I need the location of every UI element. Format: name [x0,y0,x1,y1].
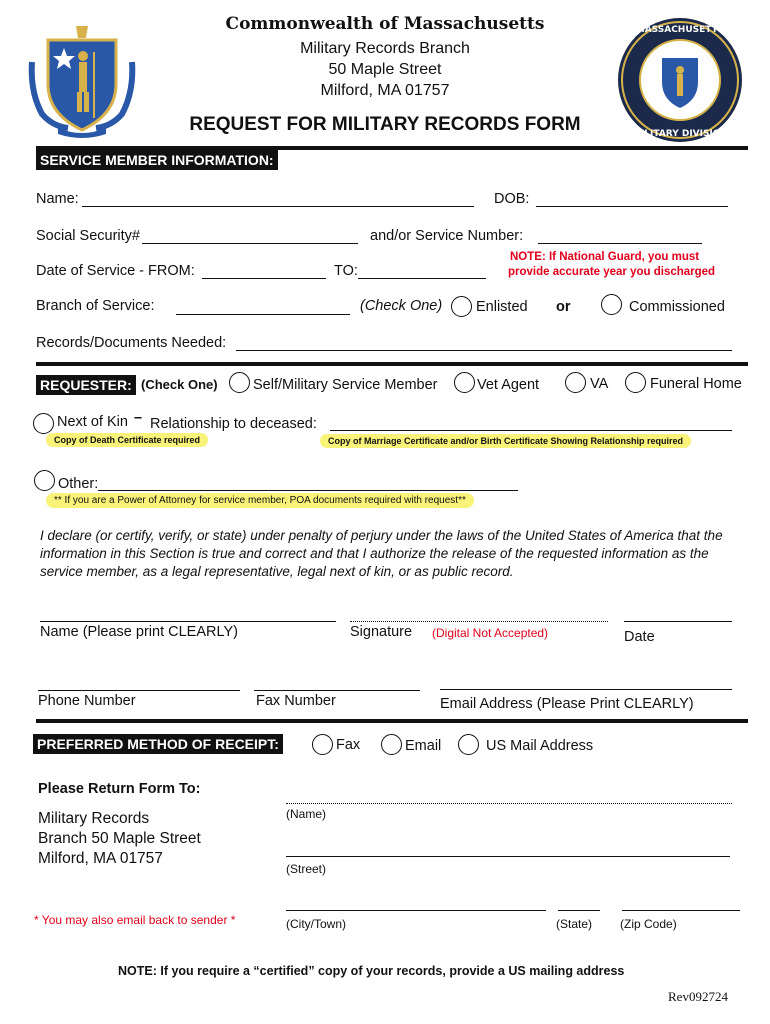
enlisted-label: Enlisted [476,299,528,315]
svg-text:MASSACHUSETTS: MASSACHUSETTS [635,25,725,35]
name-field[interactable] [82,206,474,207]
fax-label: Fax Number [256,693,336,709]
relationship-label: Relationship to deceased: [150,416,317,432]
dob-label: DOB: [494,191,530,207]
commissioned-label: Commissioned [629,299,725,315]
state-name: Commonwealth of Massachusetts [225,14,545,34]
va-radio[interactable] [565,372,586,393]
date-field[interactable] [624,621,732,622]
commissioned-radio[interactable] [601,294,622,315]
return-name-label: (Name) [286,807,327,821]
marriage-certificate-note: Copy of Marriage Certificate and/or Birth Certificate Showing Relationship required [320,434,691,448]
office-street: 50 Maple Street [328,61,442,78]
date-from-field[interactable] [202,278,326,279]
other-field[interactable] [98,490,518,491]
requester-check-one: (Check One) [141,377,218,392]
return-heading: Please Return Form To: [38,781,201,797]
poa-note: ** If you are a Power of Attorney for service member, POA documents required with request** [46,493,474,508]
svg-text:MILITARY DIVISION: MILITARY DIVISION [631,129,729,139]
return-line-2: Branch 50 Maple Street [38,830,201,847]
return-state-label: (State) [556,917,593,931]
office-name: Military Records Branch [300,40,470,57]
signature-field[interactable] [350,621,608,622]
service-number-label: and/or Service Number: [370,228,524,244]
branch-label: Branch of Service: [36,298,155,314]
return-city-field[interactable] [286,910,546,911]
return-street-label: (Street) [286,862,327,876]
receipt-mail-radio[interactable] [458,734,479,755]
email-back-note: * You may also email back to sender * [34,913,236,927]
enlisted-radio[interactable] [451,296,472,317]
other-radio[interactable] [34,470,55,491]
funeral-home-label: Funeral Home [650,376,742,392]
receipt-fax-radio[interactable] [312,734,333,755]
date-to-label: TO: [334,263,358,279]
office-city: Milford, MA 01757 [320,82,450,99]
vet-agent-radio[interactable] [454,372,475,393]
funeral-home-radio[interactable] [625,372,646,393]
declaration-text: I declare (or certify, verify, or state) under penalty of perjury under the laws of the United States of America that the information in this Section is true and correct and that I authorize the release of the requested information as the service member, as a legal representative, legal next of kin, or as public record. [40,528,723,579]
email-field[interactable] [440,689,732,690]
receipt-email-label: Email [405,738,442,754]
return-line-3: Milford, MA 01757 [38,850,163,867]
other-label: Other: [58,476,99,492]
self-label: Self/Military Service Member [253,377,438,393]
death-certificate-note: Copy of Death Certificate required [46,433,208,447]
or-label: or [556,299,571,315]
branch-check-one: (Check One) [360,298,443,314]
signature-label: Signature [350,624,413,640]
service-member-section-label: SERVICE MEMBER INFORMATION: [36,150,278,170]
records-needed-field[interactable] [236,350,732,351]
section-divider [36,719,748,723]
ssn-label: Social Security# [36,228,140,244]
ssn-field[interactable] [142,243,358,244]
dob-field[interactable] [536,206,728,207]
date-from-label: Date of Service - FROM: [36,263,195,279]
name-print-field[interactable] [40,621,336,622]
branch-field[interactable] [176,314,350,315]
revision-label: Rev092724 [668,989,728,1004]
service-number-field[interactable] [538,243,702,244]
va-label: VA [590,376,609,392]
digital-not-accepted-note: (Digital Not Accepted) [432,626,549,640]
return-state-field[interactable] [558,910,600,911]
name-print-label: Name (Please print CLEARLY) [40,624,238,640]
requester-section-label: REQUESTER: [36,375,136,395]
next-of-kin-radio[interactable] [33,413,54,434]
footer-note: NOTE: If you require a “certified” copy of your records, provide a US mailing address [118,964,625,978]
phone-field[interactable] [38,690,240,691]
receipt-fax-label: Fax [336,737,361,753]
national-guard-note-1: NOTE: If National Guard, you must [510,251,700,263]
relationship-field[interactable] [330,430,732,431]
email-label: Email Address (Please Print CLEARLY) [440,696,694,712]
national-guard-note-2: provide accurate year you discharged [508,266,716,278]
date-label: Date [624,629,655,645]
fax-field[interactable] [254,690,420,691]
name-label: Name: [36,191,79,207]
receipt-email-radio[interactable] [381,734,402,755]
next-of-kin-label: Next of Kin [57,414,128,430]
receipt-mail-label: US Mail Address [486,738,594,754]
form-title: REQUEST FOR MILITARY RECORDS FORM [189,114,581,135]
receipt-section-label: PREFERRED METHOD OF RECEIPT: [33,734,283,754]
vet-agent-label: Vet Agent [477,377,540,393]
return-zip-label: (Zip Code) [620,917,677,931]
return-zip-field[interactable] [622,910,740,911]
date-to-field[interactable] [358,278,486,279]
return-city-label: (City/Town) [286,917,347,931]
return-name-field[interactable] [286,803,732,804]
phone-label: Phone Number [38,693,136,709]
return-line-1: Military Records [38,810,150,827]
self-radio[interactable] [229,372,250,393]
next-of-kin-dash: – [134,410,143,426]
return-street-field[interactable] [286,856,730,857]
records-needed-label: Records/Documents Needed: [36,335,227,351]
section-divider [36,362,748,366]
